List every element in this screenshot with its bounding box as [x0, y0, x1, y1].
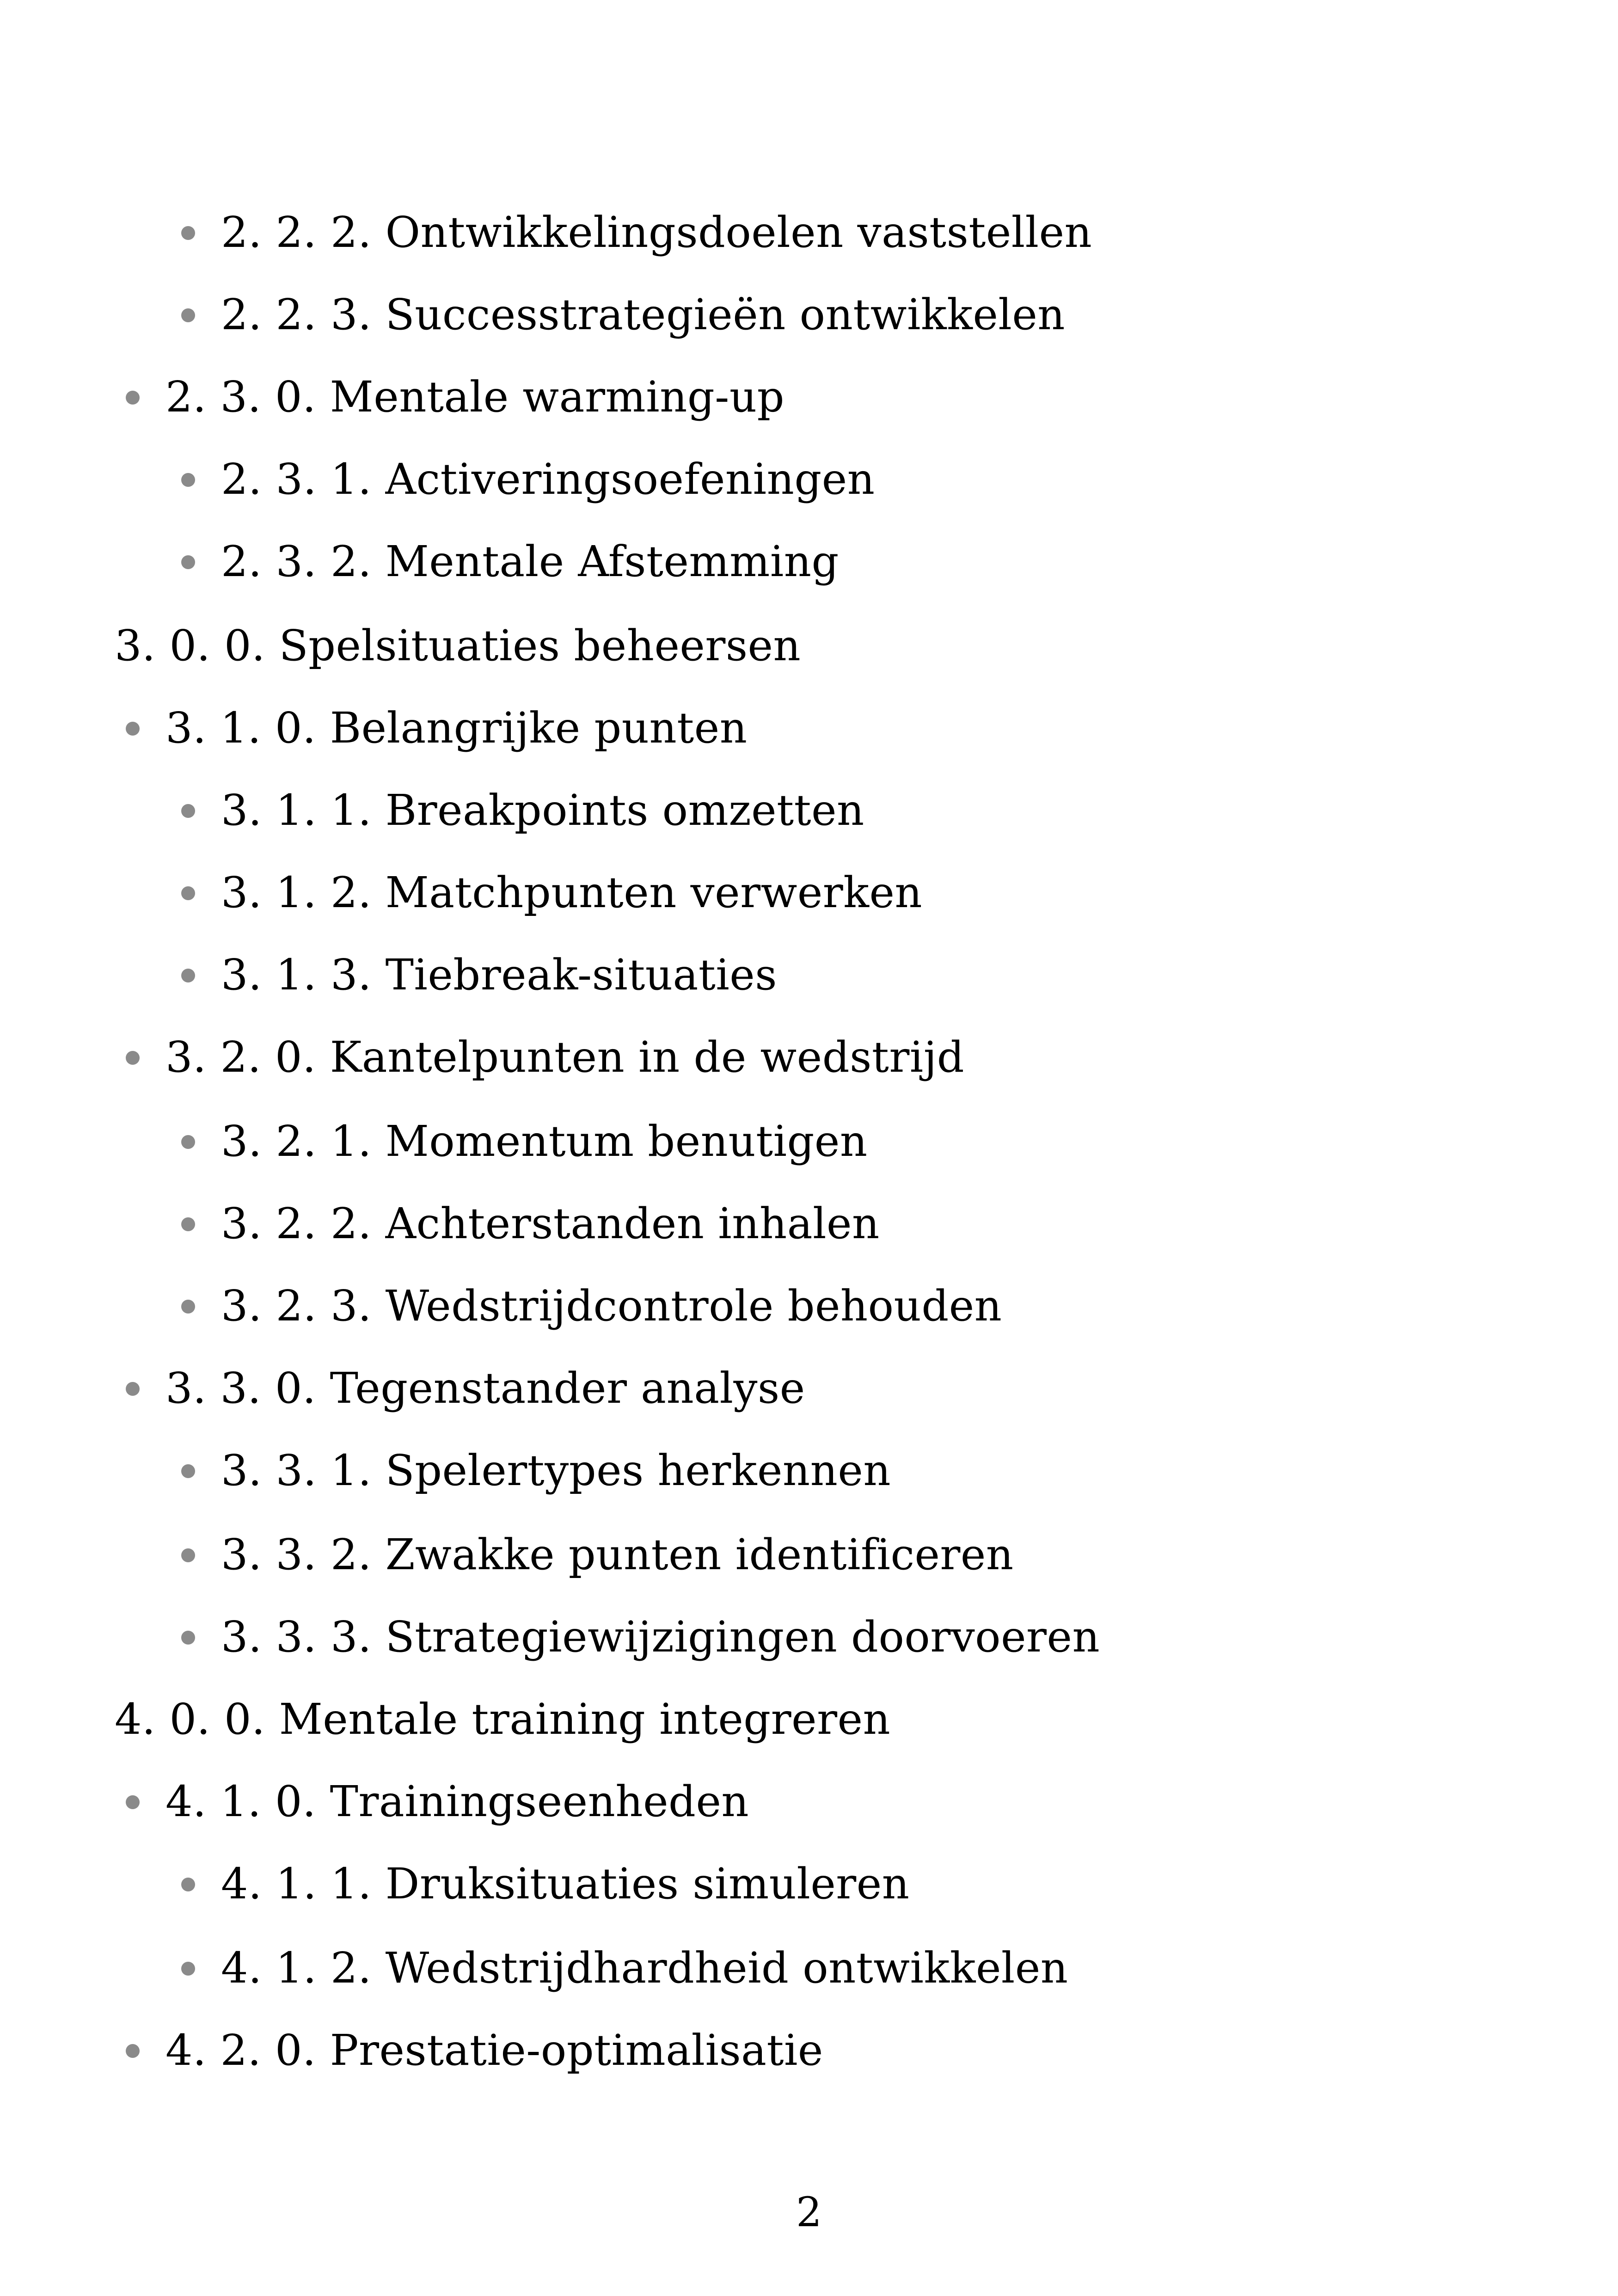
bullet-icon [181, 804, 195, 818]
toc-entry [181, 207, 1092, 258]
page-number: 2 [796, 2188, 822, 2236]
toc-entry [126, 372, 784, 423]
toc-entry [126, 2025, 823, 2076]
toc-entry-text: 2. 2. 3. Successtrategieën ontwikkelen [221, 290, 1066, 339]
bullet-icon [181, 473, 195, 487]
bullet-icon [126, 391, 140, 405]
toc-entry [181, 1859, 909, 1909]
bullet-icon [181, 1300, 195, 1314]
toc-entry-text: 3. 3. 3. Strategiewijzigingen doorvoeren [221, 1612, 1100, 1662]
toc-entry [181, 536, 839, 587]
toc-entry [126, 703, 747, 754]
toc-entry-text: 3. 3. 2. Zwakke punten identificeren [221, 1530, 1014, 1579]
bullet-icon [181, 226, 195, 240]
bullet-icon [126, 1382, 140, 1396]
toc-entry [181, 454, 875, 505]
toc-entry-text: 4. 0. 0. Mentale training integreren [115, 1694, 891, 1744]
toc-entry [181, 1445, 891, 1496]
toc-entry-text: 2. 3. 2. Mentale Afstemming [221, 537, 839, 586]
toc-entry-text: 4. 1. 2. Wedstrijdhardheid ontwikkelen [221, 1943, 1068, 1993]
toc-entry [181, 785, 864, 836]
toc-entry [181, 1281, 1002, 1332]
toc-entry-text: 4. 1. 1. Druksituaties simuleren [221, 1859, 910, 1909]
bullet-icon [181, 1878, 195, 1891]
toc-entry-text: 3. 1. 3. Tiebreak-situaties [221, 950, 777, 1000]
toc-entry-text: 3. 2. 3. Wedstrijdcontrole behouden [221, 1281, 1002, 1331]
toc-entry-text: 3. 1. 1. Breakpoints omzetten [221, 786, 864, 835]
toc-entry-text: 3. 1. 2. Matchpunten verwerken [221, 868, 923, 917]
toc-entry-text: 4. 1. 0. Trainingseenheden [165, 1777, 749, 1826]
toc-entry-text: 4. 2. 0. Prestatie-optimalisatie [165, 2026, 823, 2075]
toc-entry-text: 3. 3. 1. Spelertypes herkennen [221, 1446, 891, 1495]
toc-entry-text: 3. 2. 1. Momentum benutigen [221, 1117, 868, 1166]
bullet-icon [181, 555, 195, 569]
bullet-icon [126, 1795, 140, 1809]
toc-entry [126, 1032, 964, 1083]
bullet-icon [181, 1962, 195, 1976]
bullet-icon [181, 1135, 195, 1149]
toc-entry-text: 3. 2. 2. Achterstanden inhalen [221, 1199, 880, 1248]
bullet-icon [126, 2044, 140, 2058]
toc-entry-text: 2. 2. 2. Ontwikkelingsdoelen vaststellen [221, 208, 1092, 257]
bullet-icon [181, 1548, 195, 1562]
toc-entry-text: 3. 2. 0. Kantelpunten in de wedstrijd [165, 1032, 965, 1082]
toc-entry [181, 1529, 1014, 1580]
bullet-icon [181, 308, 195, 322]
bullet-icon [181, 1217, 195, 1231]
bullet-icon [181, 886, 195, 900]
toc-entry [181, 1198, 880, 1249]
toc-entry-text: 3. 3. 0. Tegenstander analyse [165, 1363, 805, 1413]
toc-entry [181, 1612, 1100, 1663]
toc-entry-text: 3. 1. 0. Belangrijke punten [165, 703, 748, 753]
toc-entry [115, 620, 801, 671]
toc-entry [126, 1776, 749, 1827]
bullet-icon [181, 1631, 195, 1645]
toc-entry [181, 1116, 868, 1167]
toc-entry [126, 1363, 805, 1414]
bullet-icon [181, 969, 195, 982]
toc-entry [181, 289, 1065, 340]
bullet-icon [126, 722, 140, 736]
bullet-icon [126, 1051, 140, 1065]
bullet-icon [181, 1464, 195, 1478]
toc-entry-text: 2. 3. 1. Activeringsoefeningen [221, 454, 875, 504]
toc-entry-text: 3. 0. 0. Spelsituaties beheersen [115, 621, 801, 670]
toc-entry [115, 1694, 890, 1745]
toc-entry [181, 867, 922, 918]
toc-entry-text: 2. 3. 0. Mentale warming-up [165, 372, 785, 422]
toc-entry [181, 1943, 1068, 1994]
toc-entry [181, 950, 777, 1001]
